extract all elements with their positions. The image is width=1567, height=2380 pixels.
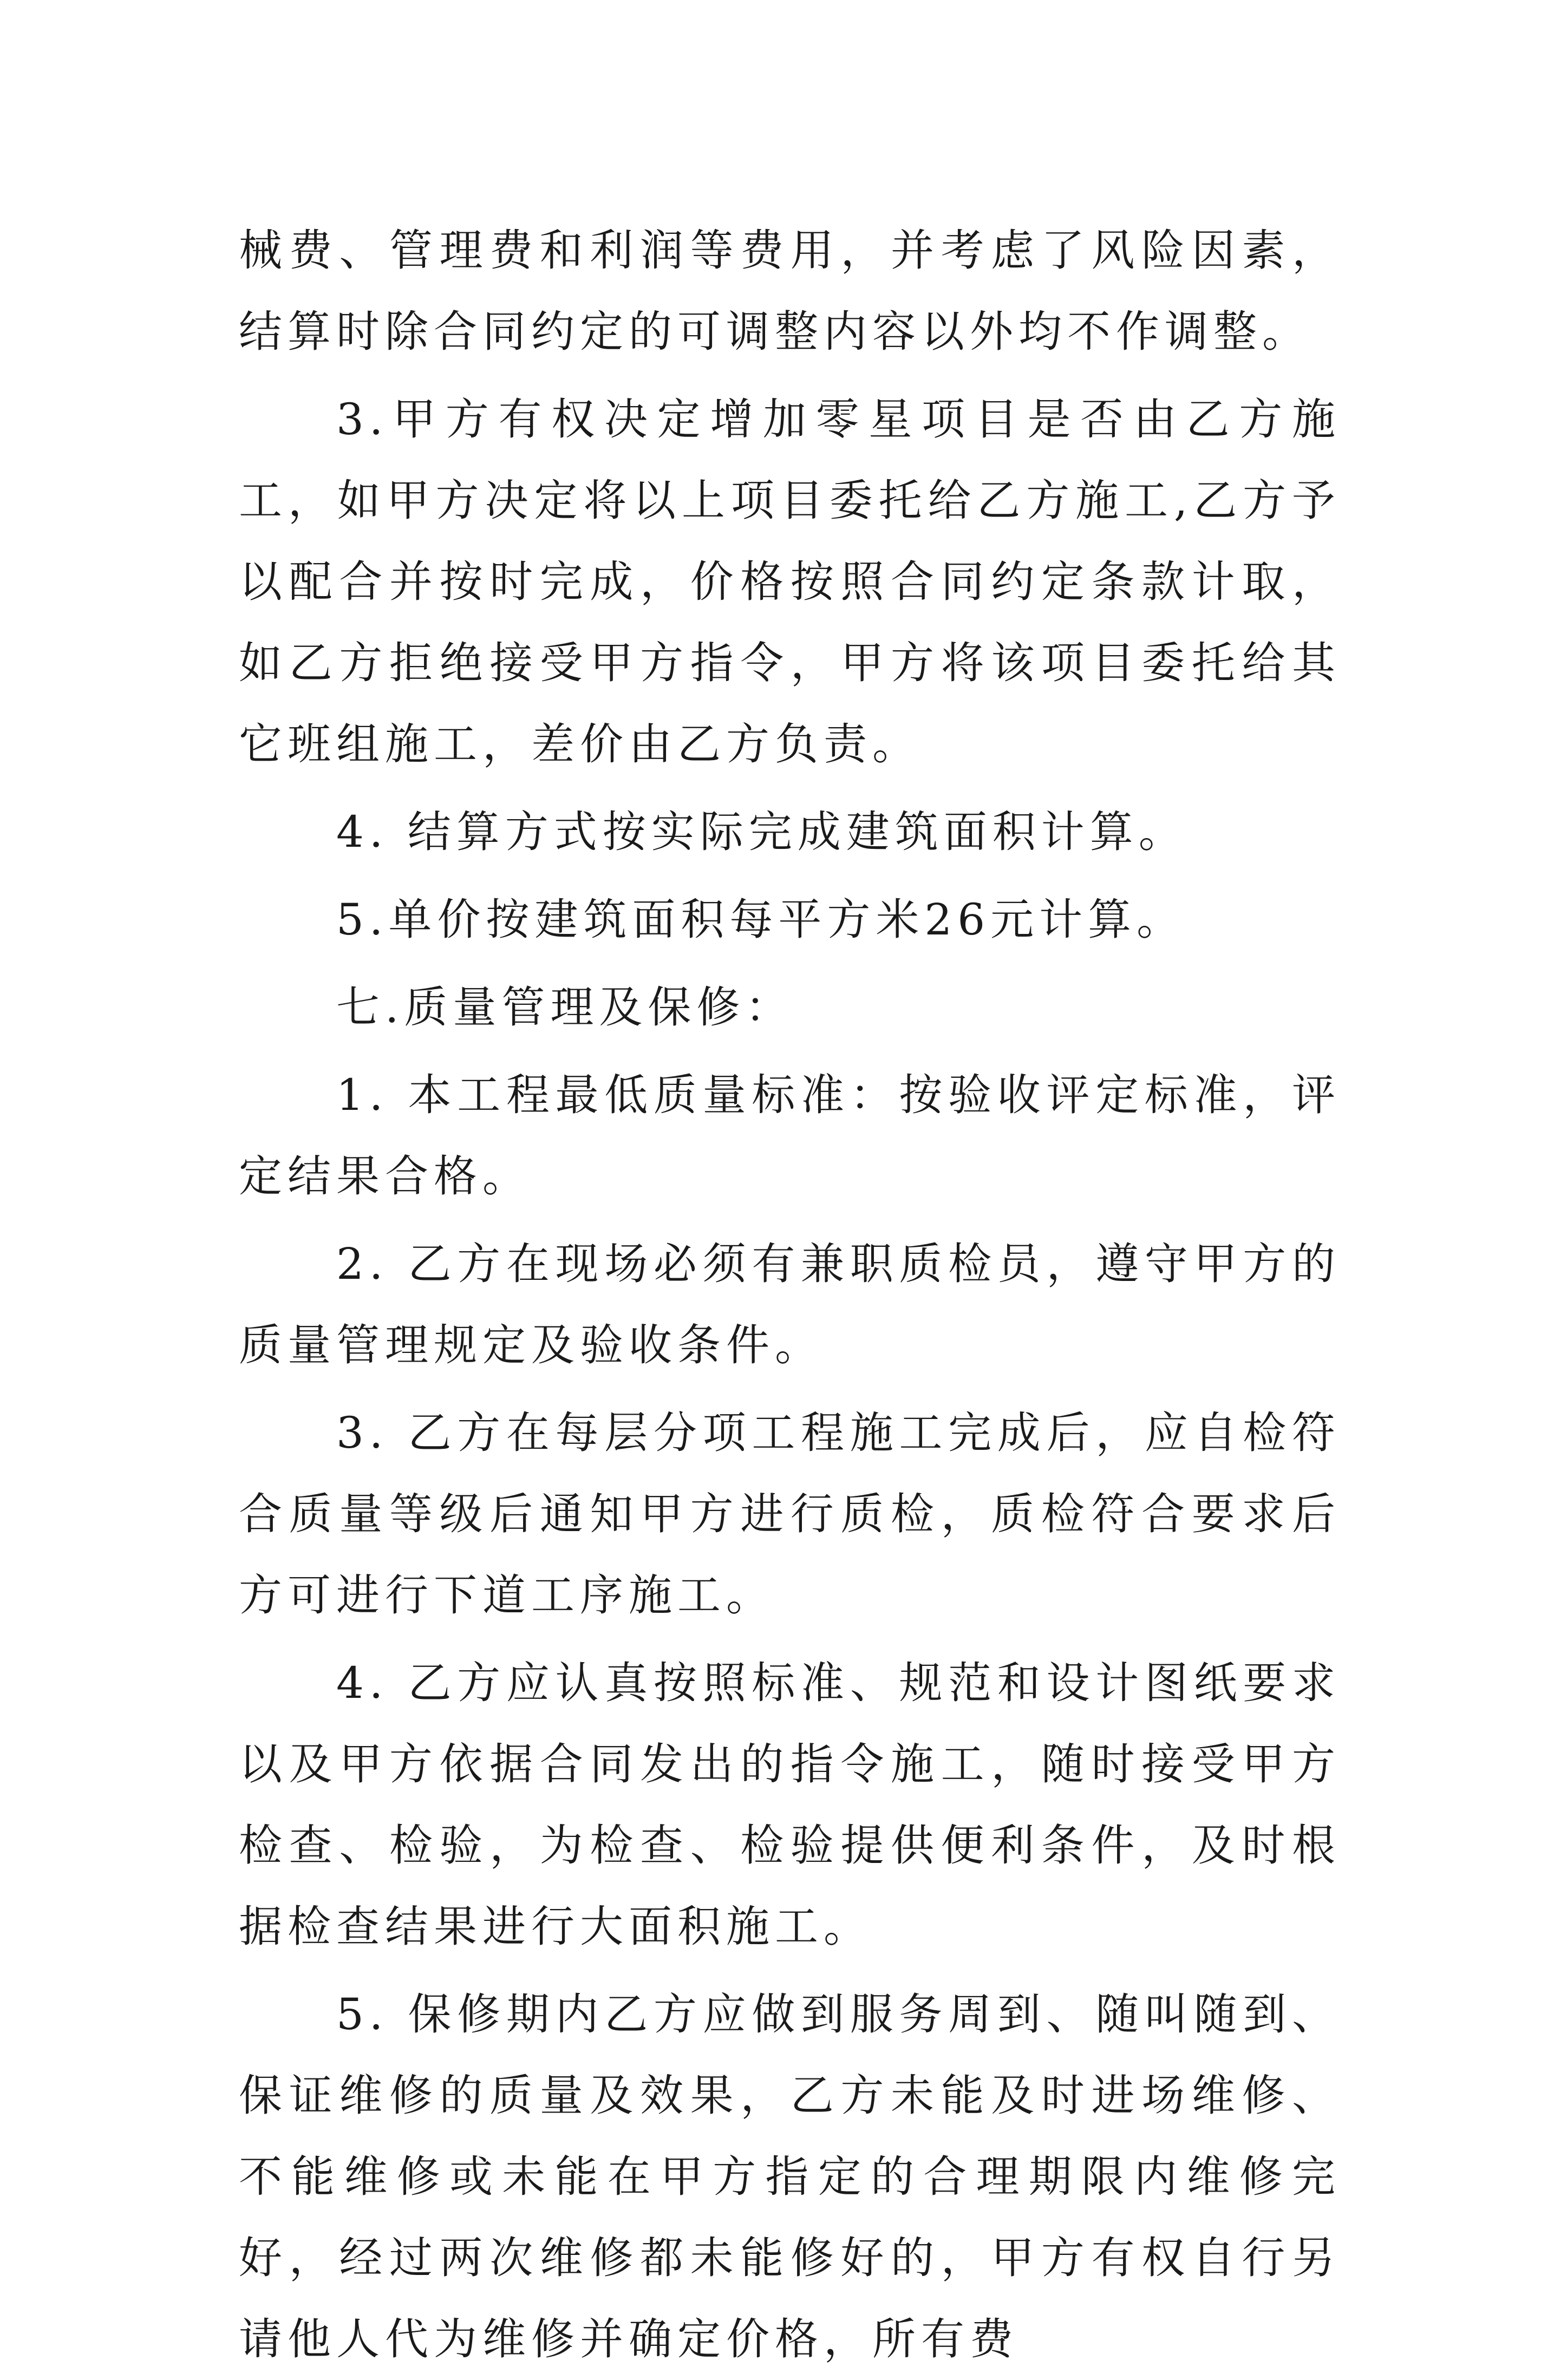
paragraph-clause-6-4: 4. 结算方式按实际完成建筑面积计算。 [336, 807, 1187, 857]
paragraph-clause-6-3: 3.甲方有权决定增加零星项目是否由乙方施工，如甲方决定将以上项目委托给乙方施工,乙方予以配合并按时完成，价格按照合同约定条款计取，如乙方拒绝接受甲方指令，甲方将该项目委托给其它班组施工，差价由乙方负责。 [239, 394, 1341, 769]
section-heading-quality: 七.质量管理及保修： [336, 982, 794, 1032]
document-body [239, 210, 1341, 2380]
paragraph-clause-7-2: 2. 乙方在现场必须有兼职质检员，遵守甲方的质量管理规定及验收条件。 [239, 1239, 1341, 1370]
paragraph-clause-6-5: 5.单价按建筑面积每平方米26元计算。 [336, 894, 1186, 945]
paragraph-clause-7-3: 3. 乙方在每层分项工程施工完成后，应自检符合质量等级后通知甲方进行质检，质检符合要求后方可进行下道工序施工。 [239, 1408, 1341, 1620]
paragraph-continuation: 械费、管理费和利润等费用，并考虑了风险因素，结算时除合同约定的可调整内容以外均不作调整。 [239, 225, 1341, 357]
paragraph-clause-7-1: 1. 本工程最低质量标准：按验收评定标准，评定结果合格。 [239, 1070, 1341, 1201]
paragraph-clause-7-5: 5. 保修期内乙方应做到服务周到、随叫随到、保证维修的质量及效果，乙方未能及时进场维修、不能维修或未能在甲方指定的合理期限内维修完好，经过两次维修都未能修好的，甲方有权自行另请他人代为维修并确定价格，所有费 [239, 1989, 1341, 2364]
paragraph-clause-7-4: 4. 乙方应认真按照标准、规范和设计图纸要求以及甲方依据合同发出的指令施工，随时接受甲方检查、检验，为检查、检验提供便利条件，及时根据检查结果进行大面积施工。 [239, 1658, 1341, 1952]
